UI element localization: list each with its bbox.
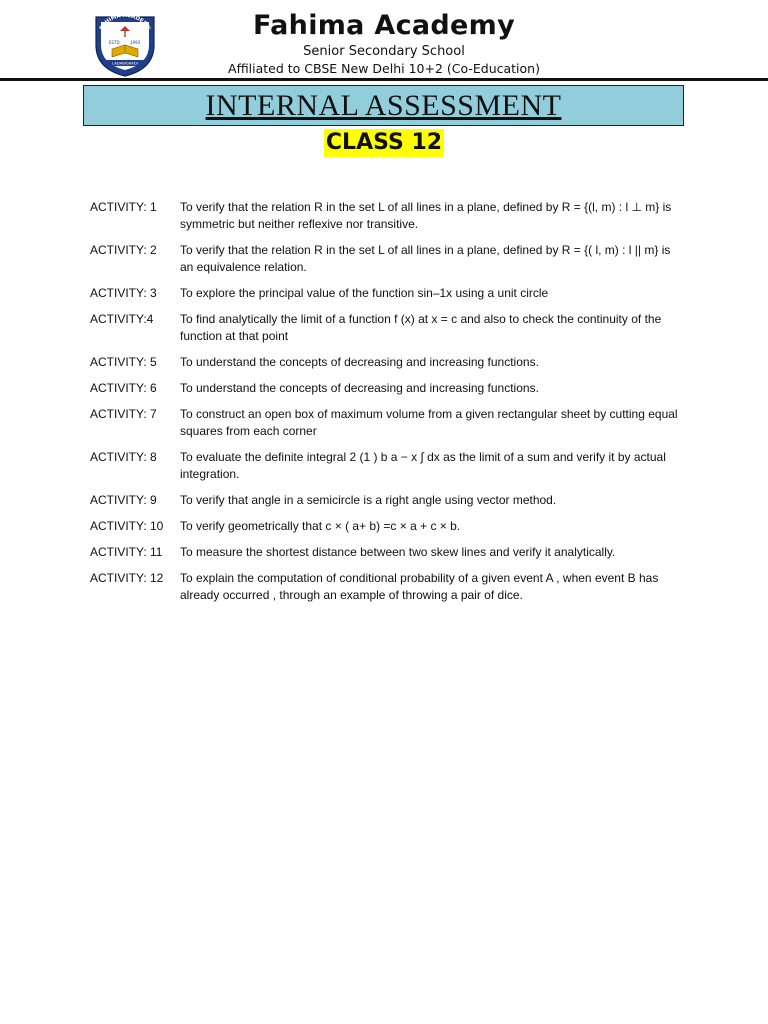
activity-number: ACTIVITY: 7: [90, 407, 157, 421]
activity-number: ACTIVITY: 8: [90, 450, 157, 464]
activity-description: To explain the computation of conditional probability of a given event A , when event B has already occurred , through an example of throwing a pair of dice.: [180, 571, 659, 602]
activity-number: ACTIVITY: 12: [90, 571, 164, 585]
logo-arc-text: FAHIMA ACADEMY: [98, 12, 152, 32]
activity-item: [90, 492, 680, 509]
page-title: INTERNAL ASSESSMENT: [205, 89, 562, 122]
class-label-container: [0, 129, 768, 157]
header-divider: [0, 78, 768, 81]
activity-description: To measure the shortest distance between two skew lines and verify it analytically.: [180, 545, 616, 559]
activity-item: [90, 285, 680, 302]
activity-item: [90, 406, 680, 440]
class-label: CLASS 12: [325, 130, 443, 155]
activity-item: [90, 354, 680, 371]
title-banner: [83, 85, 684, 126]
activity-item: [90, 242, 680, 276]
activity-description: To understand the concepts of decreasing and increasing functions.: [180, 355, 539, 369]
activity-item: [90, 570, 680, 604]
activity-number: ACTIVITY: 10: [90, 519, 164, 533]
school-affiliation: Affiliated to CBSE New Delhi 10+2 (Co-Education): [228, 61, 540, 76]
logo-estd-text: ESTD: [109, 40, 120, 45]
activity-description: To verify that the relation R in the set L of all lines in a plane, defined by R = {(l, m) : l ⊥ m} is symmetric but neither reflexive nor transitive.: [180, 200, 672, 231]
school-subtitle: Senior Secondary School: [303, 44, 465, 59]
activity-description: To explore the principal value of the function sin–1x using a unit circle: [180, 286, 549, 300]
activity-number: ACTIVITY:4: [90, 312, 154, 326]
activity-description: To verify that angle in a semicircle is a right angle using vector method.: [180, 493, 557, 507]
activity-item: [90, 518, 680, 535]
activity-description: To evaluate the definite integral 2 (1 ) b a − x ∫ dx as the limit of a sum and verify it by actual integration.: [180, 450, 666, 481]
activity-number: ACTIVITY: 9: [90, 493, 157, 507]
activity-description: To find analytically the limit of a function f (x) at x = c and also to check the continuity of the function at that point: [180, 312, 662, 343]
activity-number: ACTIVITY: 2: [90, 243, 157, 257]
activity-number: ACTIVITY: 11: [90, 545, 163, 559]
activity-item: [90, 199, 680, 233]
activity-item: [90, 449, 680, 483]
logo-year-text: 1993: [130, 40, 141, 45]
activity-description: To verify that the relation R in the set L of all lines in a plane, defined by R = {( l, m) : l || m} is an equivalence relation.: [180, 243, 671, 274]
activity-description: To verify geometrically that c × ( a+ b) =c × a + c × b.: [180, 519, 461, 533]
activity-list: [90, 199, 680, 613]
activity-description: To construct an open box of maximum volume from a given rectangular sheet by cutting equal squares from each corner: [180, 407, 678, 438]
logo-bottom-text: LADAWGRADI: [112, 60, 138, 66]
activity-item: [90, 380, 680, 397]
activity-number: ACTIVITY: 3: [90, 286, 157, 300]
activity-number: ACTIVITY: 5: [90, 355, 157, 369]
school-name: Fahima Academy: [252, 10, 515, 41]
activity-item: [90, 311, 680, 345]
activity-number: ACTIVITY: 6: [90, 381, 157, 395]
activity-description: To understand the concepts of decreasing and increasing functions.: [180, 381, 539, 395]
activity-number: ACTIVITY: 1: [90, 200, 157, 214]
activity-item: [90, 544, 680, 561]
